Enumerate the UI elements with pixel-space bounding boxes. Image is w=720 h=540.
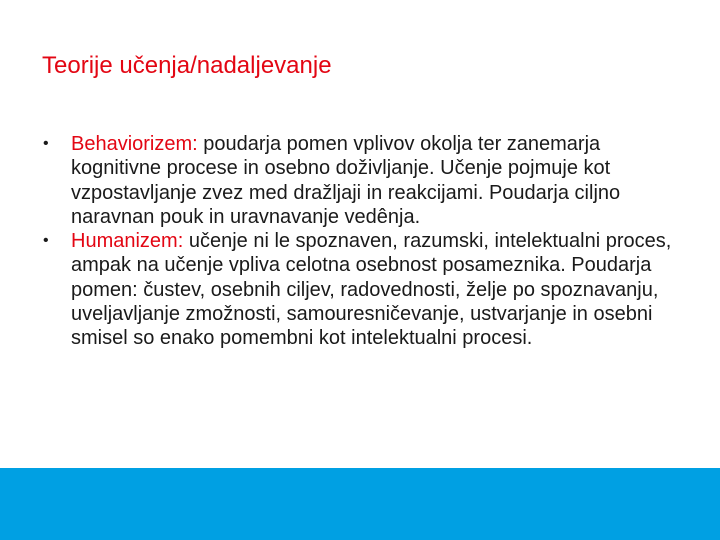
slide-title: Teorije učenja/nadaljevanje xyxy=(42,52,332,79)
bullet-behaviorism xyxy=(40,132,690,229)
bottom-color-band xyxy=(0,468,720,540)
bullet-list xyxy=(40,132,690,351)
bullet-humanism xyxy=(40,229,690,350)
bullet-text-behaviorism: poudarja pomen vplivov okolja ter zanemarja kognitivne procese in osebno doživljanje. Učenje pojmuje kot vzpostavljanje zvez med dražljaji in reakcijami. Poudarja ciljno naravnan pouk in uravnavanje vedênja. xyxy=(71,133,621,228)
term-humanism: Humanizem: xyxy=(71,230,184,253)
bullet-text-humanism: učenje ni le spoznaven, razumski, intelektualni proces, ampak na učenje vpliva celotna osebnost posameznika. Poudarja pomen: čustev, osebnih ciljev, radovednosti, želje po spoznavanju, uveljavljanje zmožnosti, samouresničevanje, ustvarjanje in osebni smisel so enako pomembni kot intelektualni procesi. xyxy=(71,230,672,350)
bullet-marker: • xyxy=(43,135,49,152)
term-behaviorism: Behaviorizem: xyxy=(71,133,198,155)
bullet-marker: • xyxy=(43,232,49,250)
